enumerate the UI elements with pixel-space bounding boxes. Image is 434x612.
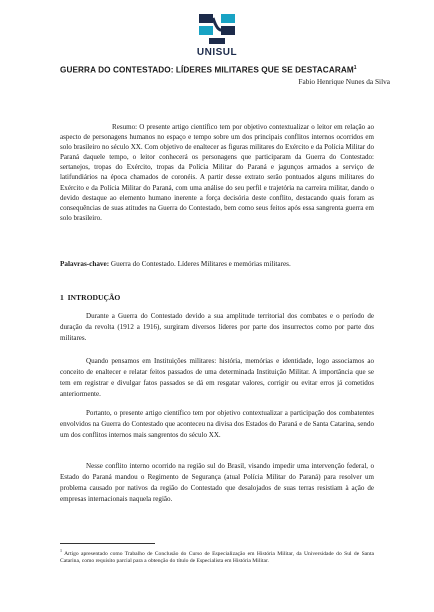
section-title: INTRODUÇÃO: [67, 293, 121, 302]
body-paragraph: Nesse conflito interno ocorrido na região sul do Brasil, visando impedir uma intervenção federal, o Estado do Paraná mandou o Regimento de Segurança (atual Polícia Militar do Paraná) para resolver um problema causado por nativos da região do Contestado que desalojados de suas terras resistiam à ação de empresas internacionais naquela região.: [60, 462, 374, 503]
body-paragraph: Portanto, o presente artigo científico tem por objetivo contextualizar a participação dos combatentes envolvidos na Guerra do Contestado que aconteceu na divisa dos Estados do Paraná e de Santa Catarina, sendo um dos conflitos internos mais sangrentos do século XX.: [60, 409, 374, 439]
footnote: [60, 547, 374, 566]
keywords-label: Palavras-chave:: [60, 260, 110, 268]
unisul-emblem-icon: [187, 12, 247, 46]
footnote-mark: 1: [60, 548, 62, 553]
article-title: [60, 65, 380, 75]
title-footnote-mark: 1: [353, 65, 357, 71]
body-paragraph: Durante a Guerra do Contestado devido a sua amplitude territorial dos combates e o período de duração da revolta (1912 a 1916), surgiram diversos líderes por parte dos insurrectos como por parte dos militares.: [60, 312, 374, 342]
keywords-text: Guerra do Contestado. Líderes Militares e memórias militares.: [110, 260, 291, 268]
footnote-text: Artigo apresentado como Trabalho de Conclusão do Curso de Especialização em História Militar, da Universidade do Sul de Santa Catarina, como requisito parcial para a obtenção do título de Especialista em História Militar.: [60, 550, 374, 565]
author-name: Fabio Henrique Nunes da Silva: [298, 77, 390, 86]
footnote-divider: [60, 543, 155, 544]
section-heading: [60, 293, 120, 302]
abstract: Resumo: O presente artigo científico tem por objetivo contextualizar o leitor em relação ao aspecto de personagens humanos no espaço e tempo sobre um dos principais conflitos internos ocorridos em solo brasileiro no século XX. Com objetivo de enaltecer as figuras militares do Exército e da Polícia Militar do Paraná daquele tempo, o leitor conhecerá os personagens que participaram da Guerra do Contestado: sertanejos, tropas do Exército, tropas da Polícia Militar do Paraná e jagunços armados a serviço de latifundiários na época chamados de coronéis. A partir desse extrato serão pontuados alguns militares do Exército e da Polícia Militar do Paraná, com uma análise do seu perfil e trajetória na carreira militar, dando o devido destaque ao elemento humano inerente a força decisória deste conflito, destacando quais foram as consequências de suas atitudes na Guerra do Contestado, bem como seus feitos após essa sangrenta guerra em solo brasileiro.: [60, 123, 374, 222]
section-number: 1: [60, 293, 64, 302]
article-title-text: GUERRA DO CONTESTADO: LÍDERES MILITARES QUE SE DESTACARAM: [60, 65, 354, 75]
body-paragraph: Quando pensamos em Instituições militares: história, memórias e identidade, logo associamos ao conceito de enaltecer e relatar feitos passados de uma determinada Instituição Militar. A importância que se tem em registrar e divulgar fatos passados se dá em resgatar valores, corrigir ou evitar erros já cometidos anteriormente.: [60, 357, 374, 398]
logo-text: UNISUL: [196, 47, 238, 58]
keywords: [60, 260, 374, 268]
unisul-logo: [187, 12, 247, 60]
